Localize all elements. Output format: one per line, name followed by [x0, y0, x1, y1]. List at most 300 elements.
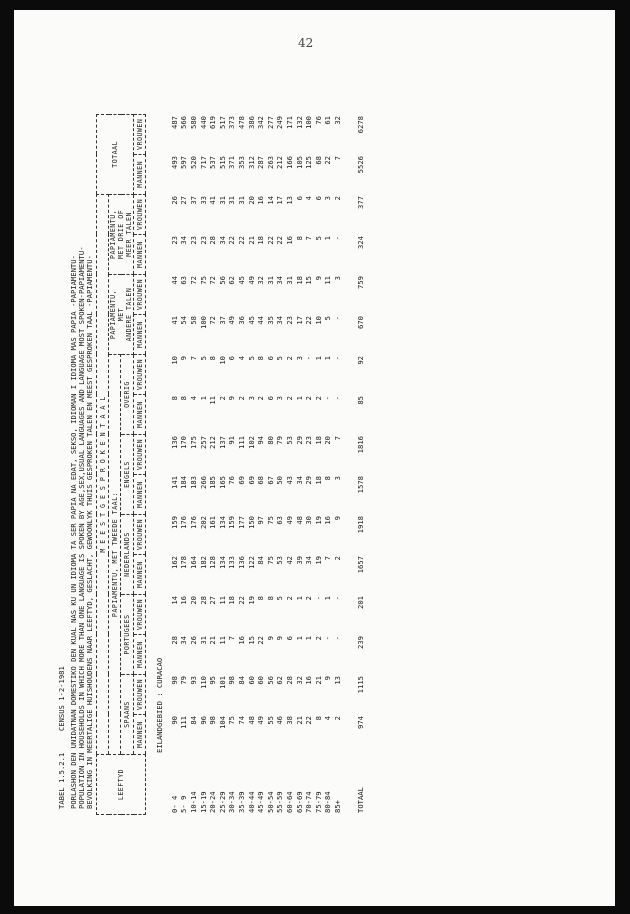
- value-cell: 28: [169, 636, 179, 645]
- value-cell: 27: [179, 196, 189, 205]
- pap-drie-talen-header: PAPIAMENTU, MET DRIE OF MEER TALEN: [109, 194, 134, 274]
- value-cell: 13: [284, 196, 294, 205]
- meest-gesproken-header: M E E S T G E S P R O K E N T A A L: [97, 194, 109, 754]
- value-cell: 23: [284, 316, 294, 325]
- table-row: [276, 115, 286, 815]
- sex-header-vrouwen: VROUWEN: [134, 675, 146, 715]
- value-cell: 212: [208, 436, 218, 449]
- value-cell: 84: [188, 716, 198, 725]
- value-cell: 34: [294, 476, 304, 485]
- sex-header-mannen: MANNEN: [134, 395, 146, 435]
- value-cell: 670: [356, 316, 366, 329]
- value-cell: 111: [179, 716, 189, 729]
- value-cell: 39: [294, 556, 304, 565]
- value-cell: 18: [313, 436, 323, 445]
- age-label: 40-44: [246, 791, 256, 813]
- value-cell: 1: [323, 356, 333, 361]
- sex-header-mannen: MANNEN: [134, 635, 146, 675]
- value-cell: 201: [356, 596, 366, 609]
- value-cell: 3: [294, 356, 304, 361]
- sex-header-vrouwen: VROUWEN: [134, 435, 146, 475]
- value-cell: 76: [313, 116, 323, 125]
- value-cell: 41: [208, 196, 218, 205]
- value-cell: 56: [265, 676, 275, 685]
- value-cell: 212: [275, 156, 285, 169]
- age-label: 75-79: [313, 791, 323, 813]
- value-cell: 84: [236, 676, 246, 685]
- value-cell: 137: [217, 436, 227, 449]
- value-cell: 1657: [356, 556, 366, 574]
- value-cell: 342: [256, 116, 266, 129]
- value-cell: 2: [332, 716, 342, 721]
- value-cell: 7: [188, 356, 198, 361]
- value-cell: 9: [275, 636, 285, 641]
- value-cell: 18: [227, 596, 237, 605]
- value-cell: 257: [198, 436, 208, 449]
- value-cell: 9: [313, 276, 323, 281]
- value-cell: 4: [188, 396, 198, 401]
- value-cell: 72: [208, 276, 218, 285]
- age-label: 55-59: [275, 791, 285, 813]
- value-cell: 5: [323, 316, 333, 321]
- value-cell: 22: [323, 156, 333, 165]
- value-cell: 170: [179, 436, 189, 449]
- age-label: 85+: [332, 800, 342, 813]
- table-row: [295, 115, 305, 815]
- value-cell: 100: [198, 316, 208, 329]
- value-cell: 58: [188, 316, 198, 325]
- value-cell: 2: [284, 356, 294, 361]
- table-row: [247, 115, 257, 815]
- value-cell: 35: [265, 316, 275, 325]
- portugees-header: PORTUGEES: [121, 595, 134, 675]
- sex-header-vrouwen: VROUWEN: [134, 595, 146, 635]
- value-cell: 9: [179, 356, 189, 361]
- age-label: TOTAAL: [356, 787, 366, 813]
- value-cell: 20: [188, 596, 198, 605]
- value-cell: 16: [179, 596, 189, 605]
- value-cell: 134: [217, 516, 227, 529]
- value-cell: 92: [356, 356, 366, 365]
- value-cell: 183: [188, 476, 198, 489]
- value-cell: 46: [275, 716, 285, 725]
- total-row: [357, 115, 367, 815]
- value-cell: 79: [275, 436, 285, 445]
- value-cell: 69: [246, 476, 256, 485]
- value-cell: 34: [179, 236, 189, 245]
- age-label: 80-84: [323, 791, 333, 813]
- value-cell: 56: [217, 276, 227, 285]
- region-label: EILANDGEBIED : CURACAO: [155, 657, 164, 753]
- value-cell: 68: [256, 476, 266, 485]
- value-cell: 2: [284, 396, 294, 401]
- value-cell: 1: [323, 596, 333, 601]
- value-cell: 49: [256, 716, 266, 725]
- value-cell: 34: [179, 636, 189, 645]
- value-cell: 76: [227, 476, 237, 485]
- value-cell: 21: [208, 636, 218, 645]
- value-cell: 50: [275, 476, 285, 485]
- table-row: [208, 115, 218, 815]
- value-cell: 8: [256, 596, 266, 601]
- value-cell: 8: [179, 396, 189, 401]
- value-cell: 75: [198, 276, 208, 285]
- value-cell: 249: [275, 116, 285, 129]
- value-cell: 141: [169, 476, 179, 489]
- sex-header-vrouwen: VROUWEN: [134, 355, 146, 395]
- value-cell: 98: [169, 676, 179, 685]
- age-label: 50-54: [265, 791, 275, 813]
- value-cell: 34: [217, 236, 227, 245]
- value-cell: 22: [256, 636, 266, 645]
- value-cell: 2: [313, 636, 323, 641]
- value-cell: 515: [217, 156, 227, 169]
- value-cell: 23: [198, 236, 208, 245]
- header-grid: [96, 114, 146, 815]
- title-line-2: POPULATION IN HOUSEHOLDS IN WHICH MORE THAN ONE LANGUAGE IS SPOKEN BY AGE,SEX,USUAL LANGUAGES AND LANGUAGE MOST SPOKEN-PAPIAMENTU-: [77, 246, 86, 809]
- value-cell: 23: [304, 436, 314, 445]
- value-cell: -: [313, 596, 323, 601]
- value-cell: 23: [188, 236, 198, 245]
- value-cell: 105: [294, 156, 304, 169]
- value-cell: 4: [304, 196, 314, 201]
- value-cell: 1: [313, 356, 323, 361]
- value-cell: 32: [294, 676, 304, 685]
- value-cell: 3: [246, 396, 256, 401]
- value-cell: 6: [265, 356, 275, 361]
- value-cell: 17: [275, 196, 285, 205]
- value-cell: 26: [169, 196, 179, 205]
- value-cell: 371: [227, 156, 237, 169]
- table-row: [256, 115, 266, 815]
- value-cell: 36: [236, 316, 246, 325]
- value-cell: 22: [275, 236, 285, 245]
- value-cell: 717: [198, 156, 208, 169]
- value-cell: 68: [313, 156, 323, 165]
- value-cell: 16: [284, 236, 294, 245]
- value-cell: 159: [169, 516, 179, 529]
- value-cell: 17: [294, 316, 304, 325]
- value-cell: -: [332, 636, 342, 641]
- value-cell: 2: [236, 396, 246, 401]
- value-cell: 176: [188, 516, 198, 529]
- value-cell: 277: [265, 116, 275, 129]
- value-cell: 85: [356, 396, 366, 405]
- document-page: [14, 10, 615, 906]
- value-cell: 1: [294, 636, 304, 641]
- table-row: [170, 115, 180, 815]
- value-cell: 136: [236, 556, 246, 569]
- value-cell: 72: [208, 316, 218, 325]
- value-cell: 263: [265, 156, 275, 169]
- value-cell: 33: [198, 196, 208, 205]
- value-cell: 21: [294, 716, 304, 725]
- value-cell: 386: [246, 116, 256, 129]
- value-cell: 21: [246, 236, 256, 245]
- value-cell: 2: [284, 596, 294, 601]
- value-cell: 19: [313, 556, 323, 565]
- value-cell: 3: [332, 476, 342, 481]
- value-cell: 2: [256, 396, 266, 401]
- table-row: [304, 115, 314, 815]
- value-cell: 177: [236, 516, 246, 529]
- value-cell: 2: [217, 396, 227, 401]
- value-cell: 32: [332, 116, 342, 125]
- value-cell: 19: [313, 516, 323, 525]
- value-cell: 1: [294, 596, 304, 601]
- value-cell: 31: [198, 636, 208, 645]
- sex-header-mannen: MANNEN: [134, 235, 146, 275]
- value-cell: 3: [275, 396, 285, 401]
- table-row: [199, 115, 209, 815]
- value-cell: 23: [169, 236, 179, 245]
- sex-header-row: [134, 114, 146, 814]
- title-line-1: PORLASHON DEN UNIDATNAN DOMESTIKO DEN KUAL NAS KU UN IDIOMA TA SER PAPIA NA EDAT, SEKSO, IDIOMAN I IDIOMA MAS PAPIA -PAPIAMENTU-: [69, 255, 78, 809]
- value-cell: 98: [227, 676, 237, 685]
- value-cell: 44: [169, 276, 179, 285]
- value-cell: 48: [294, 516, 304, 525]
- value-cell: 580: [188, 116, 198, 129]
- value-cell: 597: [179, 156, 189, 169]
- value-cell: -: [332, 596, 342, 601]
- value-cell: 93: [188, 676, 198, 685]
- value-cell: 487: [169, 116, 179, 129]
- value-cell: 54: [179, 316, 189, 325]
- value-cell: 2: [313, 396, 323, 401]
- value-cell: 9: [332, 516, 342, 521]
- value-cell: 62: [227, 276, 237, 285]
- pap-tweede-taal-header: PAPIAMENTU, MET TWEEDE TAAL:: [109, 355, 121, 755]
- age-label: 30-34: [227, 791, 237, 813]
- value-cell: 10: [169, 356, 179, 365]
- value-cell: 100: [304, 116, 314, 129]
- value-cell: 16: [323, 516, 333, 525]
- value-cell: 3: [323, 196, 333, 201]
- value-cell: 22: [227, 236, 237, 245]
- value-cell: 60: [256, 676, 266, 685]
- value-cell: -: [332, 316, 342, 321]
- value-cell: 5: [313, 236, 323, 241]
- value-cell: 440: [198, 116, 208, 129]
- table-row: [314, 115, 324, 815]
- value-cell: 49: [246, 276, 256, 285]
- age-label: 70-74: [304, 791, 314, 813]
- value-cell: 266: [198, 476, 208, 489]
- value-cell: 67: [265, 476, 275, 485]
- value-cell: 79: [179, 676, 189, 685]
- value-cell: 8: [208, 356, 218, 361]
- value-cell: 34: [304, 556, 314, 565]
- value-cell: 29: [304, 476, 314, 485]
- value-cell: 162: [169, 556, 179, 569]
- value-cell: 175: [188, 436, 198, 449]
- table-row: [324, 115, 334, 815]
- value-cell: 14: [169, 596, 179, 605]
- value-cell: 7: [332, 436, 342, 441]
- value-cell: 161: [208, 516, 218, 529]
- value-cell: -: [332, 356, 342, 361]
- value-cell: 1918: [356, 516, 366, 534]
- value-cell: 96: [198, 716, 208, 725]
- value-cell: 478: [236, 116, 246, 129]
- value-cell: 6: [294, 196, 304, 201]
- value-cell: 75: [227, 716, 237, 725]
- value-cell: 49: [227, 316, 237, 325]
- value-cell: 537: [208, 156, 218, 169]
- value-cell: 16: [236, 636, 246, 645]
- value-cell: 20: [246, 196, 256, 205]
- value-cell: 3: [332, 276, 342, 281]
- value-cell: 28: [198, 596, 208, 605]
- value-cell: 122: [246, 556, 256, 569]
- value-cell: 111: [236, 436, 246, 449]
- value-cell: -: [323, 636, 333, 641]
- value-cell: 63: [179, 276, 189, 285]
- value-cell: 55: [265, 716, 275, 725]
- value-cell: 75: [265, 556, 275, 565]
- value-cell: -: [304, 356, 314, 361]
- value-cell: 14: [265, 196, 275, 205]
- value-cell: 7: [323, 556, 333, 561]
- value-cell: 49: [284, 516, 294, 525]
- value-cell: 101: [217, 676, 227, 689]
- value-cell: 132: [294, 116, 304, 129]
- age-label: 0- 4: [169, 795, 179, 813]
- value-cell: 6: [284, 636, 294, 641]
- value-cell: 2: [304, 596, 314, 601]
- value-cell: 2: [304, 396, 314, 401]
- value-cell: 22: [304, 316, 314, 325]
- value-cell: 9: [227, 396, 237, 401]
- value-cell: 61: [323, 116, 333, 125]
- age-label: 60-64: [284, 791, 294, 813]
- value-cell: 37: [188, 196, 198, 205]
- value-cell: 164: [188, 556, 198, 569]
- pap-andere-talen-header: PAPIAMENTU, MET ANDERE TALEN: [109, 275, 134, 355]
- sex-header-mannen: MANNEN: [134, 475, 146, 515]
- value-cell: 16: [256, 196, 266, 205]
- value-cell: 37: [217, 316, 227, 325]
- value-cell: 20: [323, 436, 333, 445]
- value-cell: -: [332, 236, 342, 241]
- value-cell: 184: [179, 476, 189, 489]
- value-cell: 11: [323, 276, 333, 285]
- value-cell: 69: [236, 476, 246, 485]
- value-cell: 6: [227, 356, 237, 361]
- value-cell: 21: [313, 676, 323, 685]
- value-cell: 520: [188, 156, 198, 169]
- value-cell: 45: [246, 316, 256, 325]
- value-cell: 11: [217, 636, 227, 645]
- value-cell: 377: [356, 196, 366, 209]
- value-cell: -: [332, 396, 342, 401]
- value-cell: 4: [323, 716, 333, 721]
- value-cell: 95: [208, 676, 218, 685]
- value-cell: 185: [208, 476, 218, 489]
- sex-header-mannen: MANNEN: [134, 555, 146, 595]
- value-cell: 619: [208, 116, 218, 129]
- age-label: 20-24: [208, 791, 218, 813]
- value-cell: 239: [356, 636, 366, 649]
- value-cell: 31: [265, 276, 275, 285]
- value-cell: 34: [275, 276, 285, 285]
- value-cell: 6: [313, 196, 323, 201]
- value-cell: 176: [179, 516, 189, 529]
- value-cell: 94: [256, 436, 266, 445]
- value-cell: 60: [246, 676, 256, 685]
- value-cell: 566: [179, 116, 189, 129]
- value-cell: 2: [332, 556, 342, 561]
- value-cell: 29: [294, 436, 304, 445]
- value-cell: 75: [265, 516, 275, 525]
- value-cell: 5: [275, 356, 285, 361]
- value-cell: 98: [208, 716, 218, 725]
- sex-header-vrouwen: VROUWEN: [134, 275, 146, 315]
- value-cell: 202: [198, 516, 208, 529]
- value-cell: 1: [304, 636, 314, 641]
- table-row: [189, 115, 199, 815]
- value-cell: 517: [217, 116, 227, 129]
- value-cell: 43: [284, 476, 294, 485]
- value-cell: 5526: [356, 156, 366, 174]
- value-cell: 19: [246, 596, 256, 605]
- value-cell: 8: [323, 476, 333, 481]
- value-cell: 493: [169, 156, 179, 169]
- value-cell: 22: [236, 236, 246, 245]
- value-cell: 34: [275, 316, 285, 325]
- page-number: 42: [298, 36, 314, 50]
- value-cell: 1578: [356, 476, 366, 494]
- value-cell: 41: [169, 316, 179, 325]
- value-cell: 31: [284, 276, 294, 285]
- value-cell: 5: [275, 596, 285, 601]
- value-cell: 8: [265, 596, 275, 601]
- value-cell: 134: [217, 556, 227, 569]
- value-cell: 1: [323, 236, 333, 241]
- value-cell: 6278: [356, 116, 366, 134]
- value-cell: 8: [294, 236, 304, 241]
- value-cell: 1816: [356, 436, 366, 454]
- table-row: [218, 115, 228, 815]
- census-label: CENSUS 1-2-1981: [57, 666, 66, 732]
- value-cell: 373: [227, 116, 237, 129]
- value-cell: 1: [294, 396, 304, 401]
- value-cell: 353: [236, 156, 246, 169]
- value-cell: 165: [217, 476, 227, 489]
- value-cell: 31: [227, 196, 237, 205]
- table-row: [228, 115, 238, 815]
- value-cell: 97: [256, 516, 266, 525]
- sex-header-vrouwen: VROUWEN: [134, 515, 146, 555]
- age-label: 25-29: [217, 791, 227, 813]
- sex-header-vrouwen: VROUWEN: [134, 194, 146, 234]
- value-cell: 128: [208, 556, 218, 569]
- age-label: 45-49: [256, 791, 266, 813]
- value-cell: 171: [284, 116, 294, 129]
- value-cell: 28: [284, 676, 294, 685]
- value-cell: 8: [256, 356, 266, 361]
- value-cell: 974: [356, 716, 366, 729]
- value-cell: 18: [294, 276, 304, 285]
- sex-header-vrouwen: VROUWEN: [134, 114, 146, 154]
- value-cell: 63: [275, 516, 285, 525]
- value-cell: 10: [313, 316, 323, 325]
- value-cell: 45: [236, 276, 246, 285]
- value-cell: 7: [332, 156, 342, 161]
- value-cell: 90: [169, 716, 179, 725]
- age-label: 5- 9: [179, 795, 189, 813]
- age-label: 15-19: [198, 791, 208, 813]
